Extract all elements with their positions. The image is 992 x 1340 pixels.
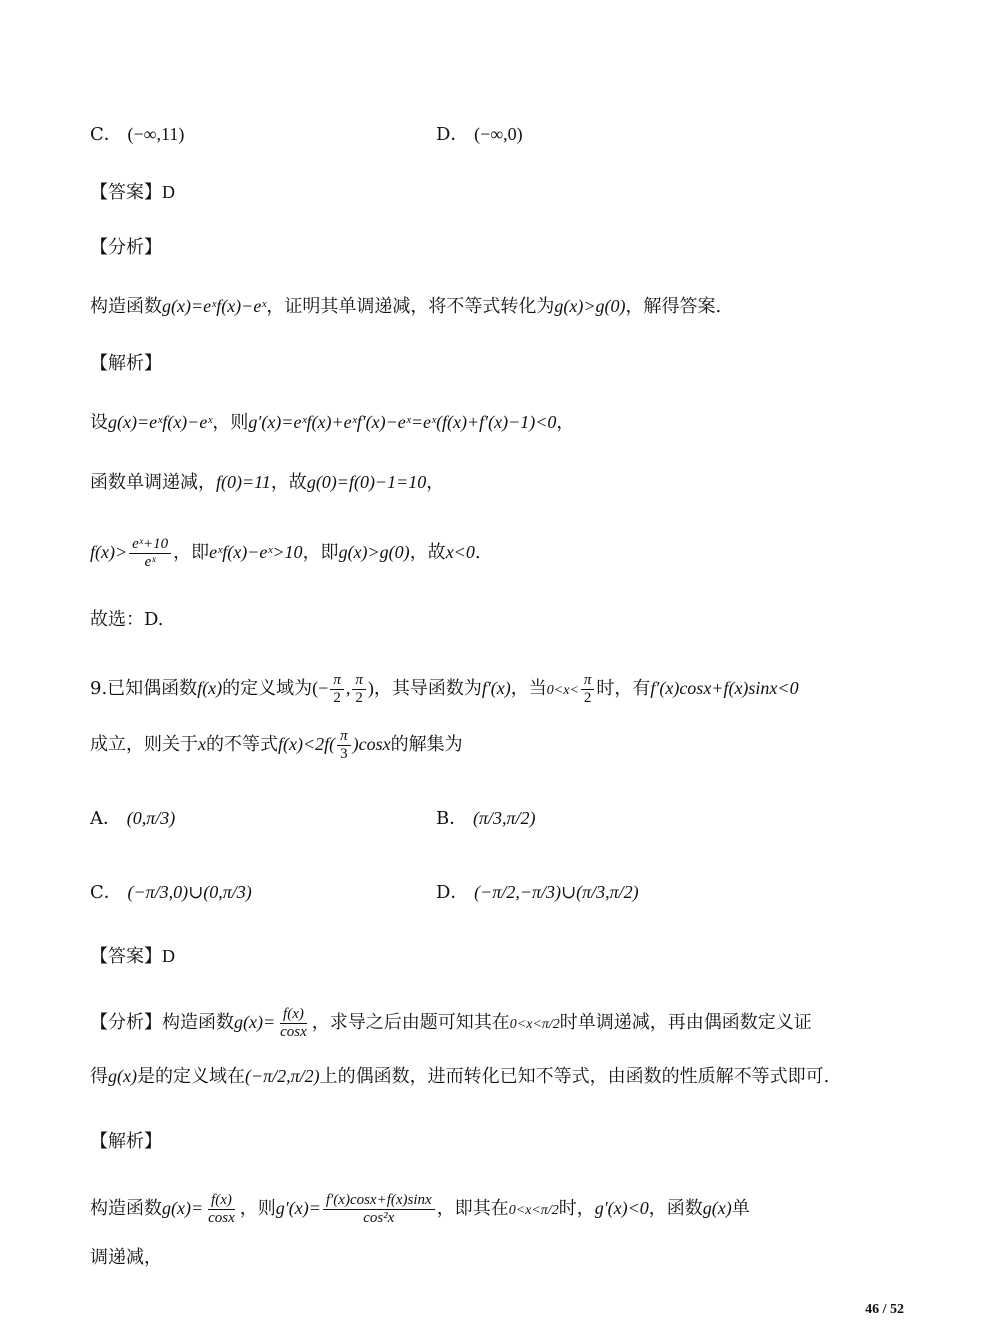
q9-option-d: D． (−π/2,−π/3)∪(π/3,π/2) xyxy=(436,882,639,903)
q8-option-d: D． (−∞,0) xyxy=(436,124,523,145)
q8-analysis-text: 构造函数g(x)=eˣf(x)−eˣ，证明其单调递减，将不等式转化为g(x)>g(0)，解得答案. xyxy=(90,296,722,317)
q9-analysis-line-1: 【分析】构造函数g(x)= $\frac{f(x)}{\cos x}$ ，求导之后由题可知其在0<x<π/2时单调递减，再由偶函数定义证 xyxy=(90,1005,812,1040)
q8-solution-line-2: 函数单调递减，f(0)=11，故g(0)=f(0)−1=10， xyxy=(90,472,445,493)
q9-solution-heading: 【解析】 xyxy=(90,1131,162,1152)
q8-answer: 【答案】D xyxy=(90,182,175,203)
fraction-pi-over-2: $\frac{\pi}{2}$ xyxy=(330,672,344,707)
q9-solution-line-2: 调递减， xyxy=(90,1247,162,1268)
q8-solution-line-3: f(x)> $\frac{\text{eˣ+10}}{\text{eˣ}}$ ，即eˣf(x)−eˣ>10，即g(x)>g(0)，故x<0. xyxy=(90,535,481,570)
q8-fraction: $\frac{\text{eˣ+10}}{\text{eˣ}}$ xyxy=(129,536,171,571)
q9-answer: 【答案】D xyxy=(90,946,175,967)
q9-stem-line-1: 9.已知偶函数f(x)的定义域为(− $\frac{\pi}{2}$ , $\frac{\pi}{2}$ )，其导函数为f′(x)，当0<x< $\frac{\pi}{2}$ 时，有f′(x)cosx+f(x)sinx<0 xyxy=(90,671,799,706)
q9-analysis-line-2: 得g(x)是的定义域在(−π/2,π/2)上的偶函数，进而转化已知不等式，由函数的性质解不等式即可. xyxy=(90,1066,830,1087)
q9-solution-line-1: 构造函数g(x)= $\frac{f(x)}{\cos x}$ ，则g′(x)= $\frac{f'(x)\cos x+f(x)\sin x}{\text{cos²x}}$ ，即其在0<x<π/2时，g′(x)<0，函数g(x)单 xyxy=(90,1191,750,1226)
q9-solution-fraction-1: $\frac{f(x)}{\cos x}$ xyxy=(208,1191,235,1226)
q9-solution-fraction-2: $\frac{f'(x)\cos x+f(x)\sin x}{\text{cos²x}}$ xyxy=(323,1192,435,1227)
q9-stem-line-2: 成立，则关于x的不等式f(x)<2f( $\frac{\pi}{3}$ )cosx的解集为 xyxy=(90,727,463,762)
page-number: 46 / 52 xyxy=(865,1302,904,1317)
fraction-pi-over-2: $\frac{\pi}{2}$ xyxy=(352,672,366,707)
fraction-pi-over-2: $\frac{\pi}{2}$ xyxy=(581,672,595,707)
fraction-pi-over-3: $\frac{\pi}{3}$ xyxy=(337,728,351,763)
q8-analysis-heading: 【分析】 xyxy=(90,237,162,258)
q8-choice: 故选：D. xyxy=(90,609,164,630)
q9-option-c: C． (−π/3,0)∪(0,π/3) xyxy=(90,882,252,903)
q9-option-a: A． (0,π/3) xyxy=(90,808,176,829)
q9-analysis-fraction: $\frac{f(x)}{\cos x}$ xyxy=(280,1005,307,1040)
q9-option-b: B． (π/3,π/2) xyxy=(436,808,536,829)
q8-solution-heading: 【解析】 xyxy=(90,353,162,374)
q8-solution-line-1: 设g(x)=eˣf(x)−eˣ，则g′(x)=eˣf(x)+eˣf′(x)−eˣ=eˣ(f(x)+f′(x)−1)<0， xyxy=(90,412,575,433)
q8-option-c: C． (−∞,11) xyxy=(90,124,185,145)
